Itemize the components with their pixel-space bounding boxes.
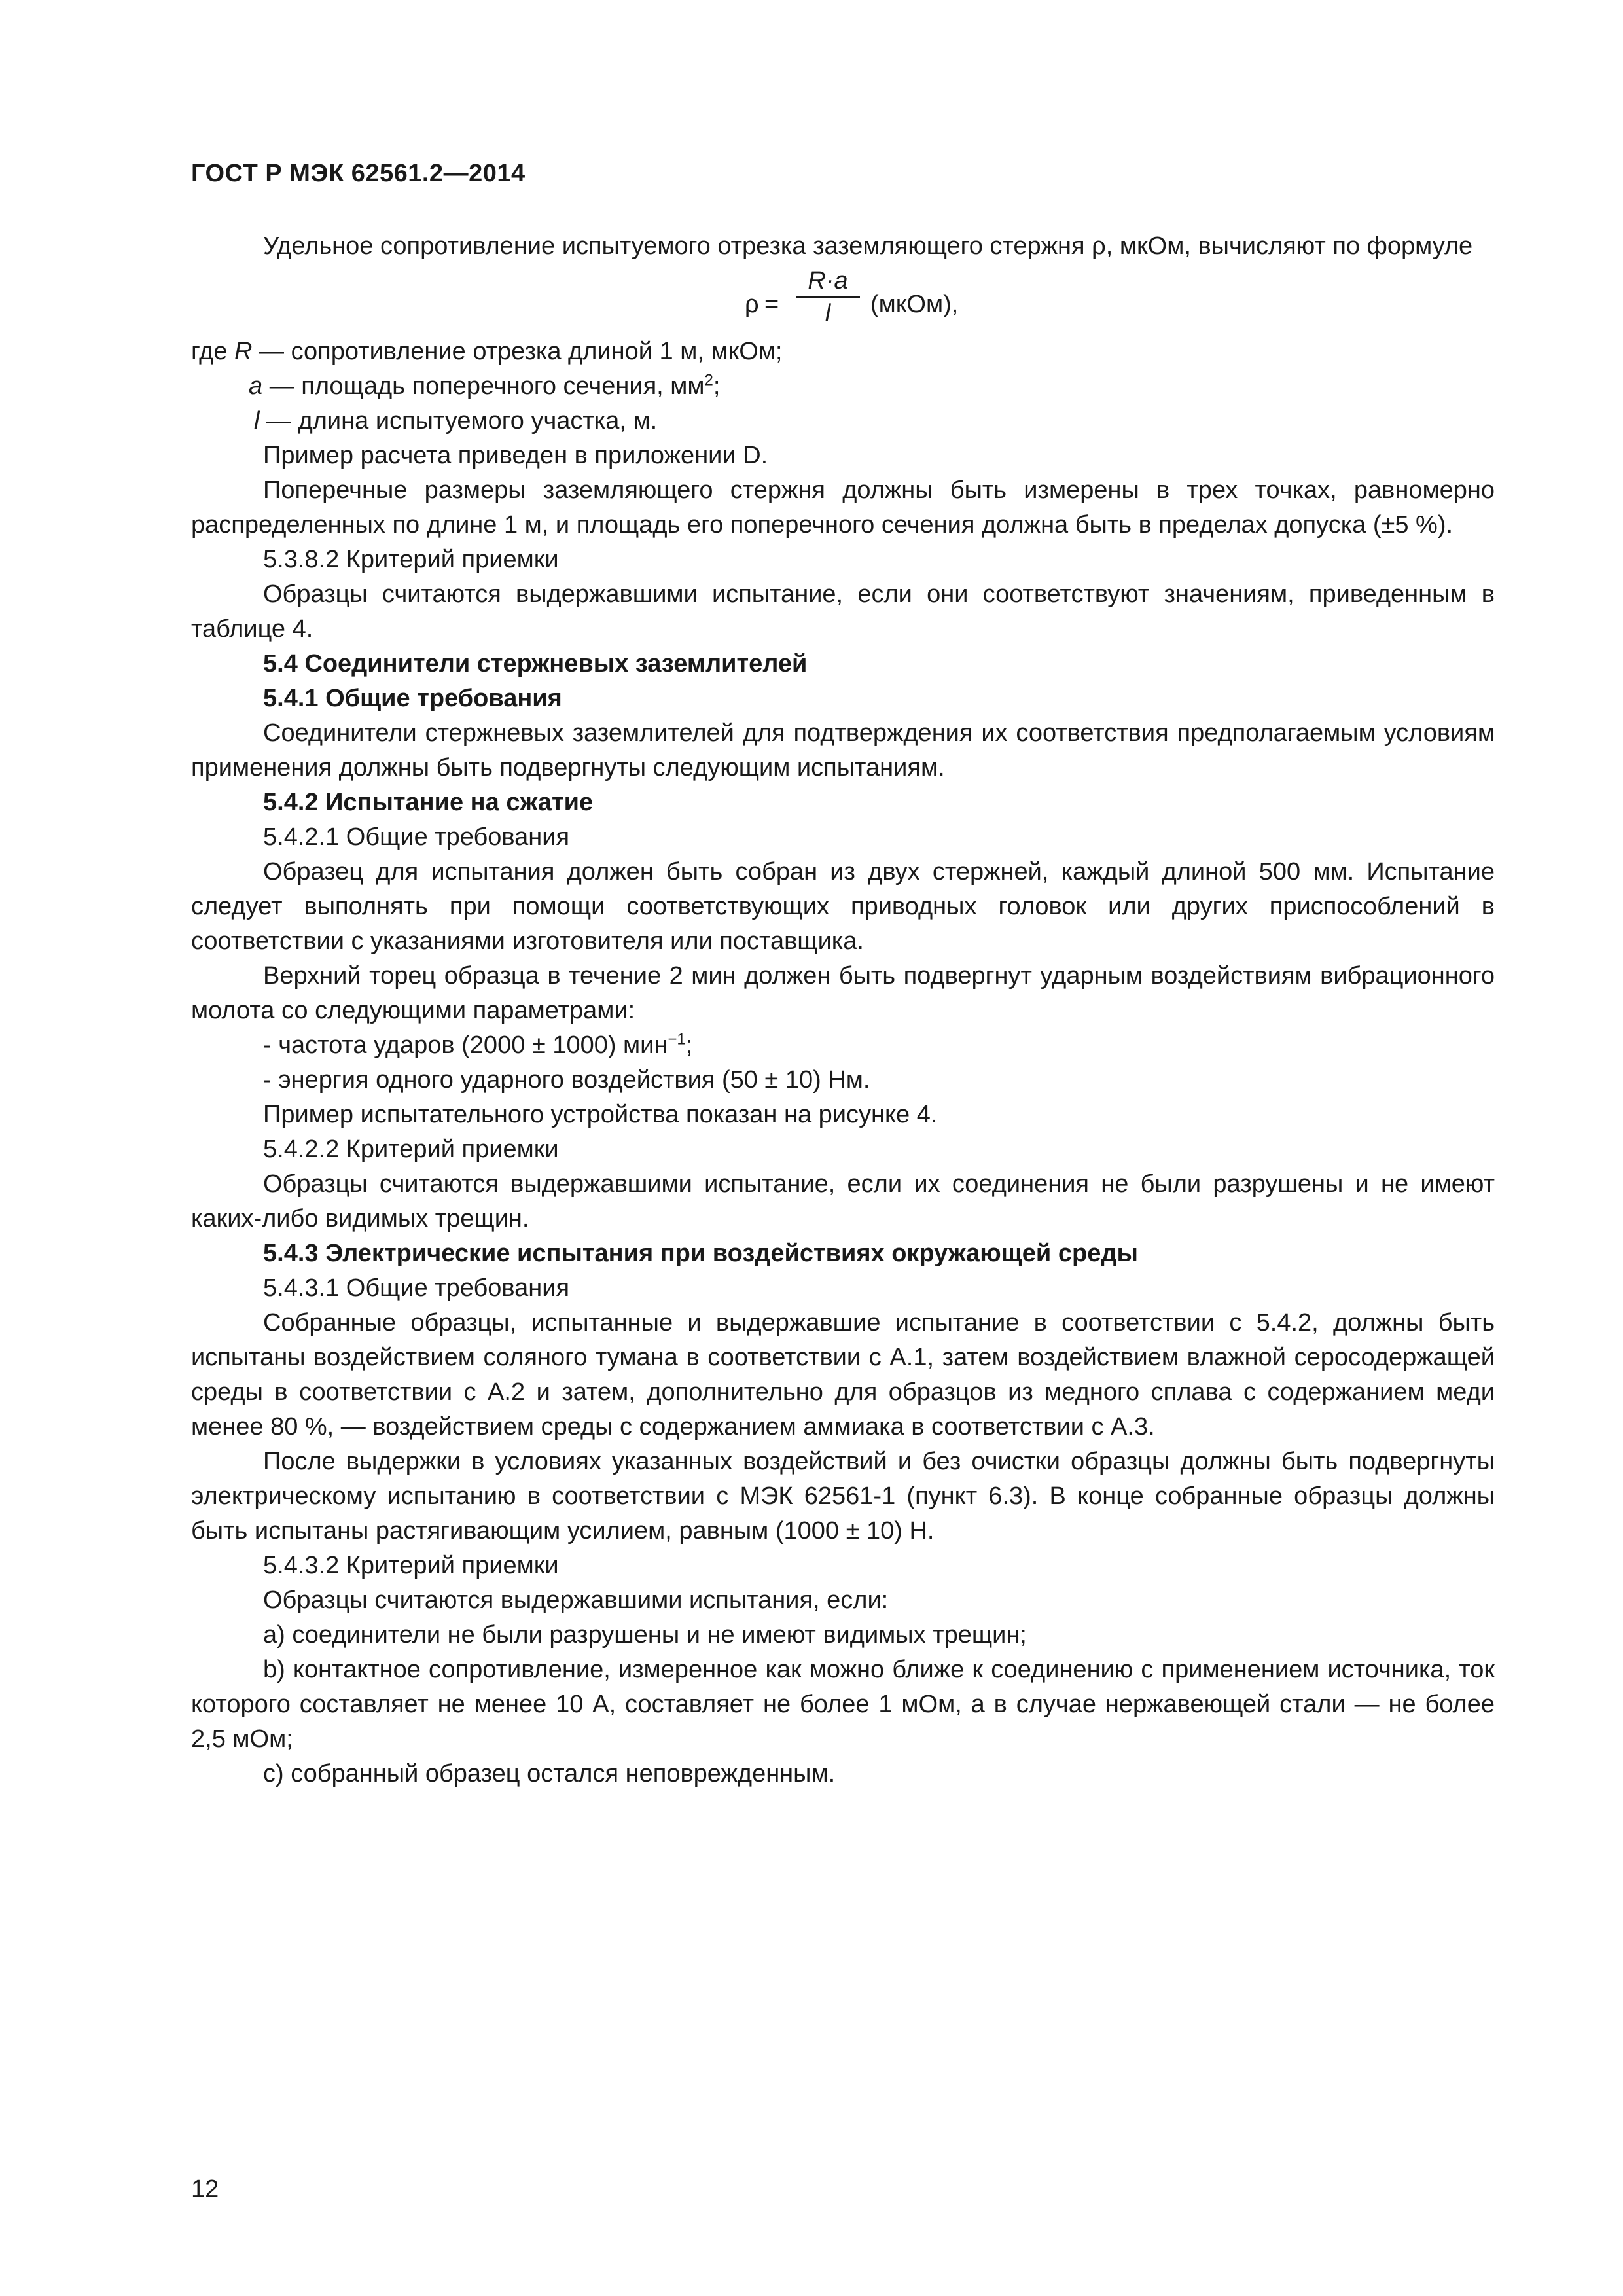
- paragraph-example-ref: Пример расчета приведен в приложении D.: [263, 442, 768, 469]
- paragraph-compression-acceptance: Образцы считаются выдержавшими испытание, если их соединения не были разрушены и не имеют каких-либо видимых трещин.: [191, 1170, 1495, 1232]
- paragraph-criteria-intro: Образцы считаются выдержавшими испытания, если:: [263, 1587, 889, 1614]
- clause-5-4-3-2: 5.4.3.2 Критерий приемки: [263, 1552, 559, 1579]
- where-l-line: [191, 404, 1495, 439]
- heading-5-4-1: 5.4.1 Общие требования: [263, 685, 562, 712]
- frequency-end: ;: [685, 1031, 693, 1059]
- list-item-a: a) соединители не были разрушены и не имеют видимых трещин;: [263, 1621, 1027, 1649]
- formula-fraction: [792, 266, 864, 328]
- paragraph-sample-assembly: Образец для испытания должен быть собран из двух стержней, каждый длиной 500 мм. Испытание следует выполнять при помощи соответствующих приводных головок или других приспособлений в соответствии с указаниями изготовителя или поставщика.: [191, 858, 1495, 955]
- where-a-text: — площадь поперечного сечения, мм: [262, 372, 705, 400]
- intro-paragraph: Удельное сопротивление испытуемого отрезка заземляющего стержня ρ, мкОм, вычисляют по формуле: [263, 232, 1473, 260]
- paragraph-hammer: Верхний торец образца в течение 2 мин должен быть подвергнут ударным воздействиям вибрационного молота со следующими параметрами:: [191, 962, 1495, 1024]
- document-header: ГОСТ Р МЭК 62561.2—2014: [191, 160, 526, 187]
- paragraph-figure-ref: Пример испытательного устройства показан на рисунке 4.: [263, 1101, 938, 1128]
- list-item-c: c) собранный образец остался неповрежденным.: [263, 1760, 836, 1787]
- where-r-line: [191, 334, 1495, 369]
- page-number: 12: [191, 2176, 219, 2203]
- where-r-symbol: R: [234, 338, 253, 365]
- heading-5-4-2: 5.4.2 Испытание на сжатие: [263, 789, 594, 816]
- where-a-line: [191, 369, 1495, 404]
- clause-5-4-2-1: 5.4.2.1 Общие требования: [263, 823, 570, 851]
- where-a-superscript: 2: [704, 371, 713, 389]
- heading-5-4: 5.4 Соединители стержневых заземлителей: [263, 650, 808, 677]
- paragraph-electrical-test: После выдержки в условиях указанных воздействий и без очистки образцы должны быть подвергнуты электрическому испытанию в соответствии с МЭК 62561-1 (пункт 6.3). В конце собранные образцы должны быть испытаны растягивающим усилием, равным (1000 ± 10) Н.: [191, 1448, 1495, 1545]
- where-prefix: где: [191, 338, 235, 365]
- formula-unit: (мкОм),: [870, 291, 959, 318]
- document-body: [191, 229, 1495, 1791]
- where-r-text: — сопротивление отрезка длиной 1 м, мкОм;: [252, 338, 783, 365]
- where-l-symbol: l: [254, 407, 260, 435]
- clause-5-4-3-1: 5.4.3.1 Общие требования: [263, 1274, 570, 1302]
- clause-5-3-8-2: 5.3.8.2 Критерий приемки: [263, 546, 559, 573]
- clause-5-4-2-2: 5.4.2.2 Критерий приемки: [263, 1136, 559, 1163]
- list-frequency: [191, 1028, 1495, 1063]
- paragraph-connectors: Соединители стержневых заземлителей для подтверждения их соответствия предполагаемым условиям применения должны быть подвергнуты следующим испытаниям.: [191, 719, 1495, 781]
- where-a-symbol: a: [249, 372, 263, 400]
- formula-lhs: ρ: [745, 291, 759, 318]
- where-a-end: ;: [713, 372, 721, 400]
- heading-5-4-3: 5.4.3 Электрические испытания при воздействиях окружающей среды: [263, 1240, 1138, 1267]
- paragraph-environmental: Собранные образцы, испытанные и выдержавшие испытание в соответствии с 5.4.2, должны быть испытаны воздействием соляного тумана в соответствии с А.1, затем воздействием влажной серосодержащей среды в соответствии с А.2 и затем, дополнительно для образцов из медного сплава с содержанием меди менее 80 %, — воздействием среды с содержанием аммиака в соответствии с А.3.: [191, 1309, 1495, 1441]
- formula-equals: =: [764, 291, 779, 318]
- fraction-bar: [796, 296, 860, 298]
- paragraph-acceptance-table: Образцы считаются выдержавшими испытание, если они соответствуют значениям, приведенным в таблице 4.: [191, 581, 1495, 643]
- list-energy: - энергия одного ударного воздействия (50 ± 10) Нм.: [263, 1066, 870, 1094]
- frequency-text: - частота ударов (2000 ± 1000) мин: [263, 1031, 668, 1059]
- formula-numerator: R·a: [808, 267, 848, 295]
- frequency-superscript: −1: [668, 1030, 686, 1049]
- list-item-b: b) контактное сопротивление, измеренное как можно ближе к соединению с применением источника, ток которого составляет не менее 10 А, составляет не более 1 мОм, а в случае нержавеющей стали — не более 2,5 мОм;: [191, 1656, 1495, 1753]
- paragraph-dimensions: Поперечные размеры заземляющего стержня должны быть измерены в трех точках, равномерно распределенных по длине 1 м, и площадь его поперечного сечения должна быть в пределах допуска (±5 %).: [191, 476, 1495, 539]
- where-l-text: — длина испытуемого участка, м.: [259, 407, 658, 435]
- resistivity-formula: [191, 264, 1495, 334]
- formula-denominator: l: [825, 300, 831, 327]
